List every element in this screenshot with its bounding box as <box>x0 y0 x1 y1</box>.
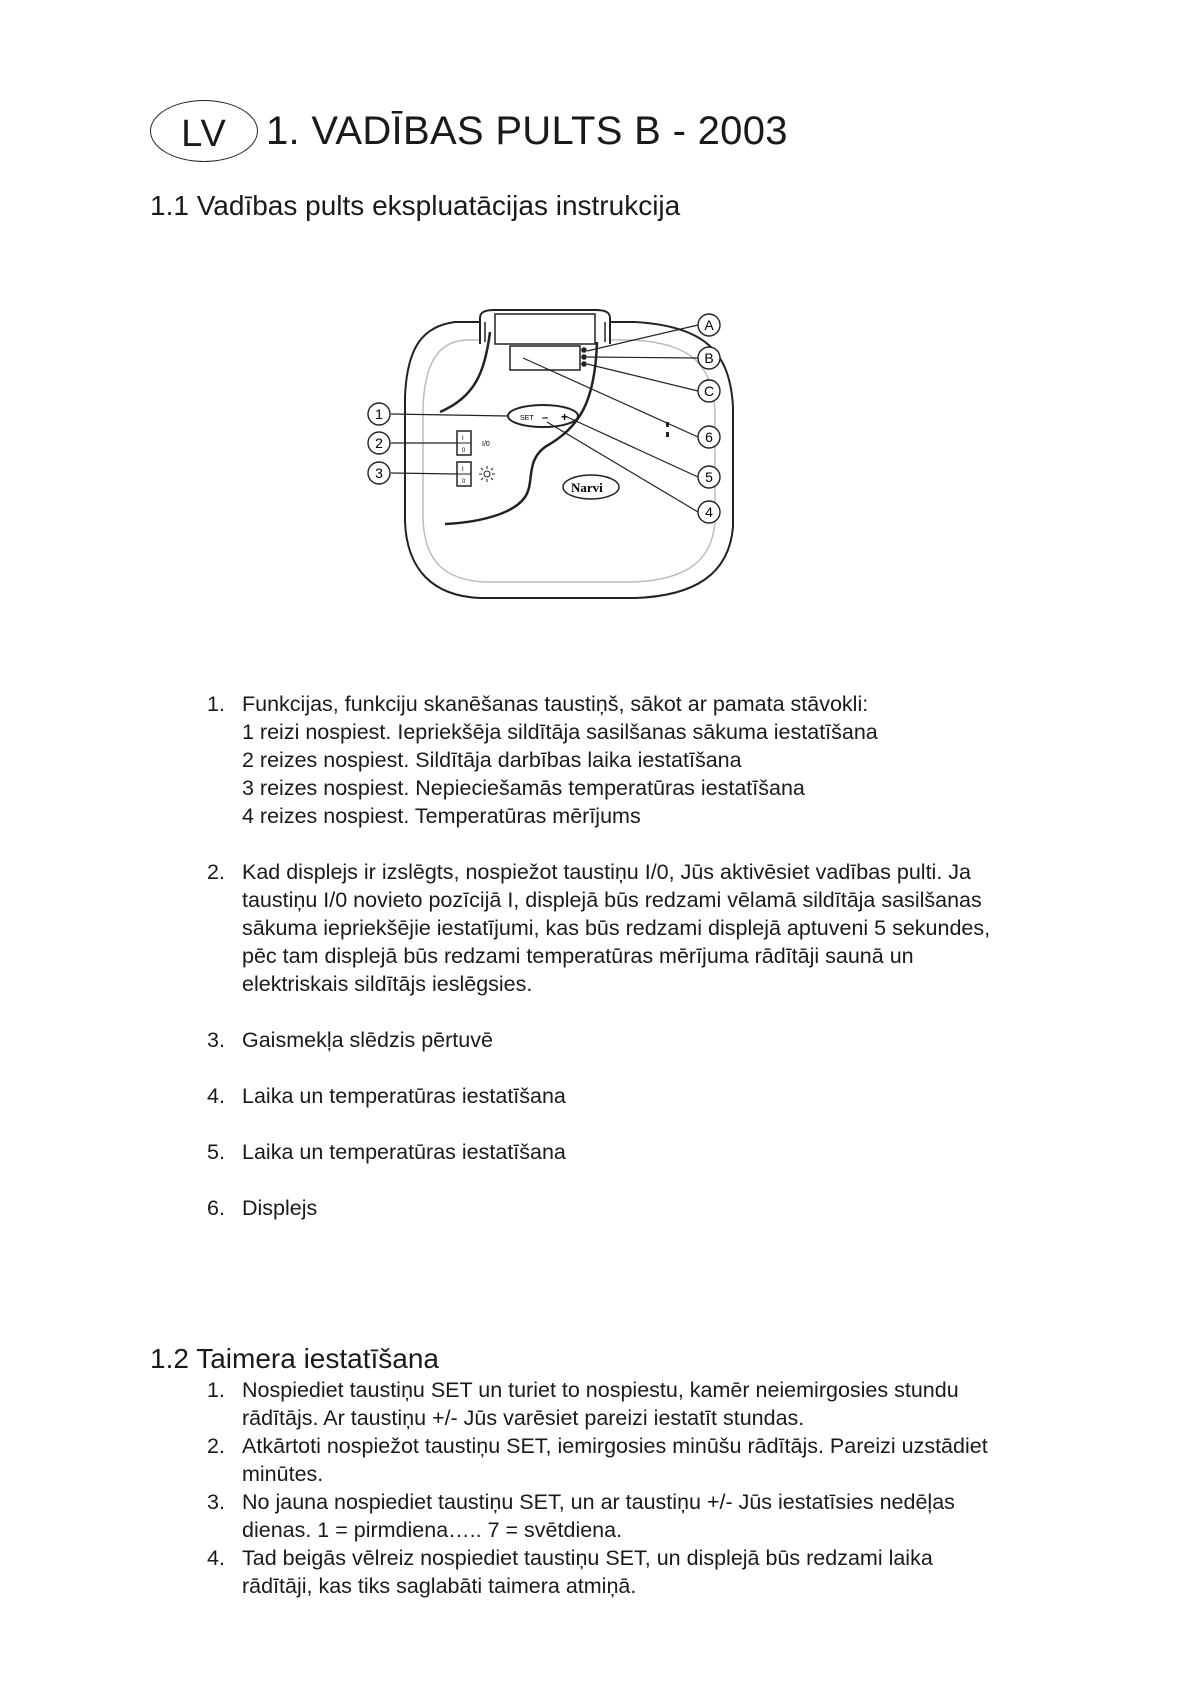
svg-text:4: 4 <box>705 504 713 520</box>
operating-instructions-list <box>207 690 1087 1250</box>
section-title-timer-setting: 1.2 Taimera iestatīšana <box>150 1343 439 1374</box>
light-bulb-icon <box>479 466 495 482</box>
control-panel-diagram <box>375 312 795 612</box>
svg-text:6: 6 <box>705 429 713 445</box>
svg-text:A: A <box>704 317 714 333</box>
panel-inner-outline <box>423 340 715 582</box>
minus-label: – <box>542 412 549 424</box>
svg-text:I: I <box>462 467 464 473</box>
callout-1 <box>368 403 390 425</box>
display-window <box>510 346 580 370</box>
svg-text:3: 3 <box>375 465 383 481</box>
callout-C <box>698 380 720 402</box>
callout-A <box>698 314 720 336</box>
brand-label: Narvi <box>571 480 603 495</box>
callout-4 <box>698 501 720 523</box>
svg-text:1: 1 <box>375 406 383 422</box>
section-title-operating-instructions: 1.1 Vadības pults ekspluatācijas instrukcija <box>150 190 681 221</box>
list-item: 2. Atkārtoti nospiežot taustiņu SET, iemirgosies minūšu rādītājs. Pareizi uzstādiet minūtes. <box>207 1434 988 1486</box>
panel-handle <box>480 310 610 344</box>
svg-text:C: C <box>703 383 715 399</box>
svg-text:B: B <box>704 350 714 366</box>
callout-B <box>698 347 720 369</box>
svg-text:I: I <box>462 436 464 442</box>
callout-6 <box>698 426 720 448</box>
list-item: 4. Laika un temperatūras iestatīšana <box>207 1084 566 1108</box>
callout-3 <box>368 462 390 484</box>
callout-2 <box>368 432 390 454</box>
list-item: 1. Funkcijas, funkciju skanēšanas taustiņš, sākot ar pamata stāvokli: 1 reizi nospiest. Iepriekšēja sildītāja sasilšanas sākuma iestatīšana 2 reizes nospiest. Sildītāja darbības laika iestatīšana 3 reizes nospiest. Nepieciešamās temperatūras iestatīšana 4 reizes nospiest. Temperatūras mērījums <box>207 692 878 828</box>
timer-setting-list <box>207 1376 1087 1600</box>
panel-body-outline <box>405 322 733 598</box>
list-item: 2. Kad displejs ir izslēgts, nospiežot taustiņu I/0, Jūs aktivēsiet vadības pulti. Ja taustiņu I/0 novieto pozīcijā I, displejā būs redzami vēlamā sildītāja sasilšanas sākuma iepriekšējie iestatījumi, kas būs redzami displejā aptuveni 5 sekundes, pēc tam displejā būs redzami temperatūras mērījuma rādītāji saunā un elektriskais sildītājs ieslēgsies. <box>207 860 991 996</box>
list-item: 1. Nospiediet taustiņu SET un turiet to nospiestu, kamēr neiemirgosies stundu rādītājs. Ar taustiņu +/- Jūs varēsiet pareizi iestatīt stundas. <box>207 1378 959 1430</box>
language-badge: LV <box>150 100 258 162</box>
header <box>150 96 788 166</box>
svg-text:0: 0 <box>462 448 466 454</box>
list-item: 5. Laika un temperatūras iestatīšana <box>207 1140 566 1164</box>
io-label: I/0 <box>482 441 490 448</box>
list-item: 3. No jauna nospiediet taustiņu SET, un ar taustiņu +/- Jūs iestatīsies nedēļas dienas. 1 = pirmdiena….. 7 = svētdiena. <box>207 1490 955 1542</box>
svg-text:0: 0 <box>462 479 466 485</box>
list-item: 4. Tad beigās vēlreiz nospiediet taustiņu SET, un displejā būs redzami laika rādītāji, kas tiks saglabāti taimera atmiņā. <box>207 1546 933 1598</box>
list-item: 6. Displejs <box>207 1196 318 1220</box>
page-title: 1. VADĪBAS PULTS B - 2003 <box>266 108 788 153</box>
svg-text:5: 5 <box>705 469 713 485</box>
list-item: 3. Gaismekļa slēdzis pērtuvē <box>207 1028 493 1052</box>
set-label: SET <box>520 415 534 422</box>
svg-text:2: 2 <box>375 435 383 451</box>
callout-5 <box>698 466 720 488</box>
plus-label: + <box>561 410 569 424</box>
